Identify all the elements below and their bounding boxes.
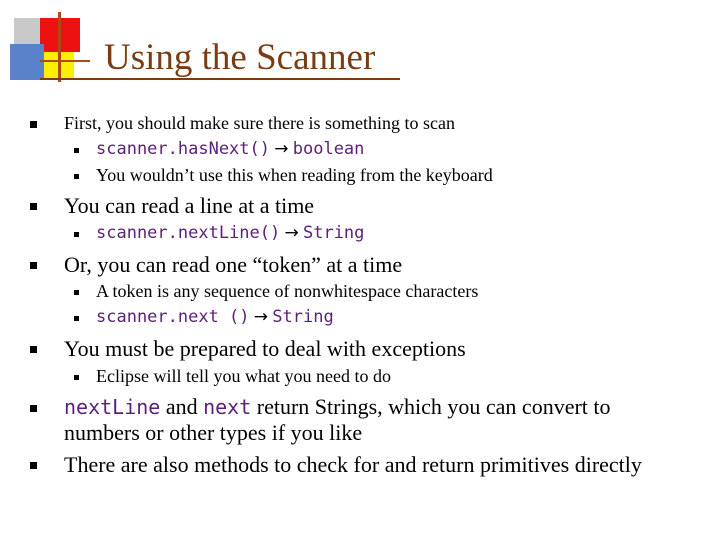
nextline-code: scanner.nextLine() [96,223,281,243]
logo-vertical-line [58,12,61,82]
bullet-return-strings [64,394,611,419]
logo-blue-square [10,44,44,80]
and-text: and [160,394,204,419]
boolean-code: boolean [292,139,365,159]
sub-bullet-square [74,316,79,321]
sub-bullet-eclipse: Eclipse will tell you what you need to do [96,366,391,386]
bullet-exceptions: You must be prepared to deal with exceptions [64,336,466,361]
sub-bullet-token-def: A token is any sequence of nonwhitespace characters [96,281,479,301]
sub-bullet-square [74,174,79,179]
sub-bullet-square [74,375,79,380]
sub-bullet-square [74,148,79,153]
next-inline-code: next [203,395,252,419]
sub-bullet-nextline [96,223,364,244]
bullet-check-scan: First, you should make sure there is something to scan [64,113,455,133]
bullet-square [30,405,37,412]
sub-bullet-hasnext [96,139,364,160]
bullet-square [30,121,37,128]
bullet-square [30,462,37,469]
string-code: String [302,223,365,243]
bullet-read-line: You can read a line at a time [64,193,315,218]
return-strings-text: return Strings, which you can convert to [251,394,611,419]
sub-bullet-square [74,232,79,237]
slide-logo [0,0,100,90]
nextline-inline-code: nextLine [64,395,161,419]
next-code: scanner.next () [96,307,250,327]
sub-bullet-next [96,307,334,328]
arrow-icon: → [284,223,299,243]
bullet-square [30,203,37,210]
arrow-icon: → [253,307,269,327]
string-code: String [272,307,334,327]
sub-bullet-square [74,290,79,295]
hasnext-code: scanner.hasNext() [96,139,270,159]
sub-bullet-keyboard: You wouldn’t use this when reading from the keyboard [96,165,493,185]
logo-horizontal-line [40,60,90,62]
slide-title: Using the Scanner [104,37,376,78]
title-underline [40,78,400,80]
bullet-primitives: There are also methods to check for and return primitives directly [64,452,642,477]
bullet-square [30,346,37,353]
bullet-square [30,262,37,269]
bullet-return-strings-cont: numbers or other types if you like [64,420,363,445]
logo-gray-square [14,18,40,44]
bullet-read-token: Or, you can read one “token” at a time [64,252,403,277]
arrow-icon: → [274,139,289,159]
